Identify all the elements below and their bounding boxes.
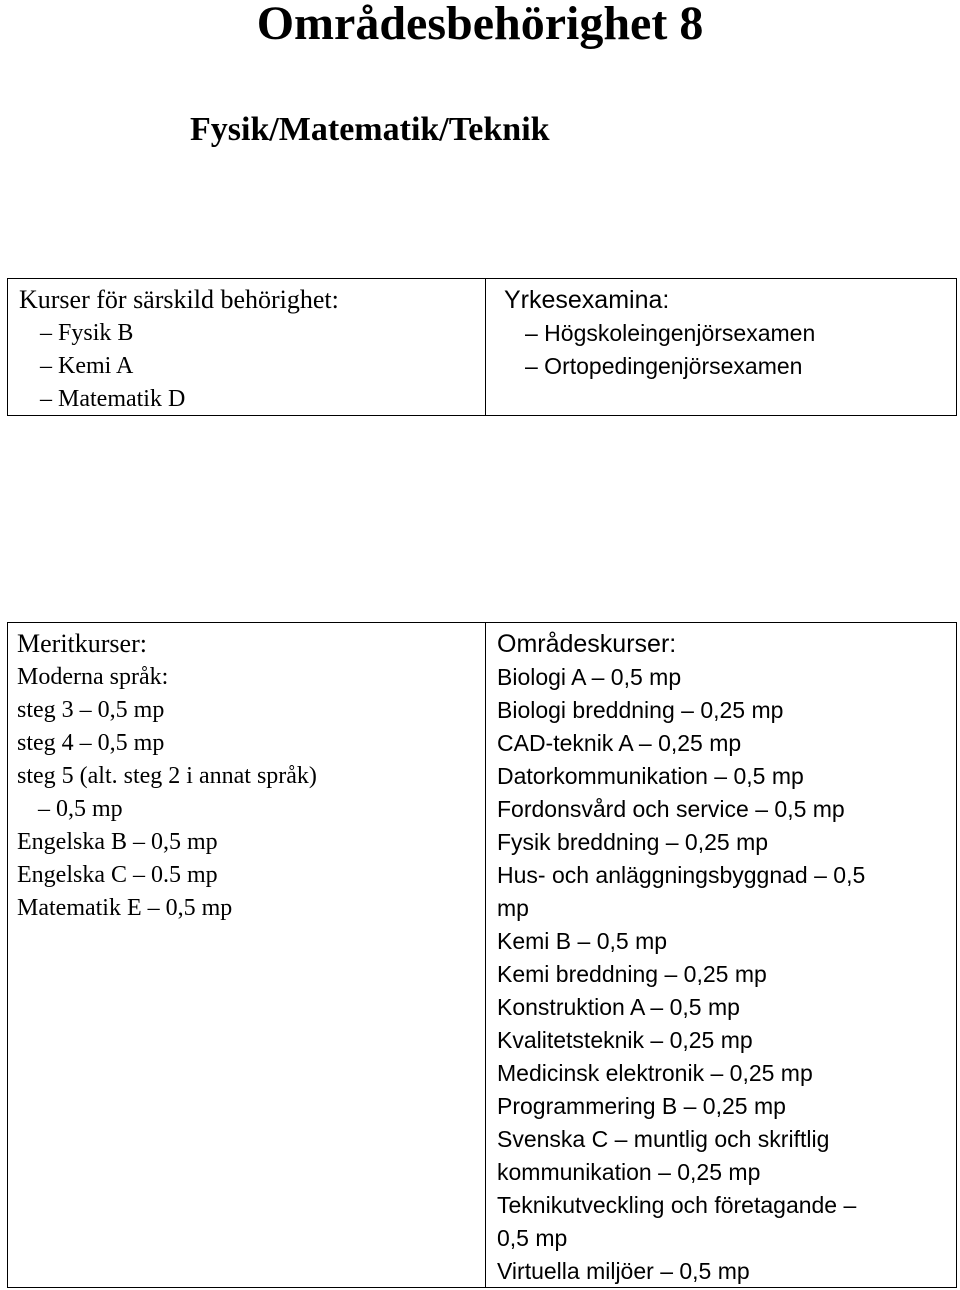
list-item: Kemi breddning – 0,25 mp <box>497 961 767 987</box>
list-item: Biologi A – 0,5 mp <box>497 664 682 690</box>
area-courses-cell <box>486 623 956 1287</box>
courses-table <box>7 622 957 1288</box>
list-item: Matematik E – 0,5 mp <box>17 895 233 921</box>
list-item: steg 5 (alt. steg 2 i annat språk) <box>17 763 317 789</box>
page-title: Områdesbehörighet 8 <box>256 0 704 50</box>
list-item: Programmering B – 0,25 mp <box>497 1093 786 1119</box>
list-item: Virtuella miljöer – 0,5 mp <box>497 1258 750 1284</box>
list-item: Datorkommunikation – 0,5 mp <box>497 763 804 789</box>
list-item: Medicinsk elektronik – 0,25 mp <box>497 1060 813 1086</box>
list-item: – Matematik D <box>40 386 186 412</box>
list-item: Fordonsvård och service – 0,5 mp <box>497 796 845 822</box>
list-item: – 0,5 mp <box>38 796 123 822</box>
list-item: Teknikutveckling och företagande – <box>497 1192 857 1218</box>
list-item: Engelska C – 0.5 mp <box>17 862 218 888</box>
list-item: Engelska B – 0,5 mp <box>17 829 218 855</box>
special-eligibility-heading: Kurser för särskild behörighet: <box>19 285 339 314</box>
list-item: Moderna språk: <box>17 664 169 690</box>
list-item: Kemi B – 0,5 mp <box>497 928 668 954</box>
list-item: Fysik breddning – 0,25 mp <box>497 829 769 855</box>
list-item: steg 3 – 0,5 mp <box>17 697 165 723</box>
page-subtitle: Fysik/Matematik/Teknik <box>190 111 550 148</box>
merit-courses-cell <box>8 623 485 1287</box>
list-item: Kvalitetsteknik – 0,25 mp <box>497 1027 753 1053</box>
list-item: CAD-teknik A – 0,25 mp <box>497 730 742 756</box>
list-item: Hus- och anläggningsbyggnad – 0,5 <box>497 862 866 888</box>
list-item: – Fysik B <box>40 320 134 346</box>
list-item: Biologi breddning – 0,25 mp <box>497 697 784 723</box>
list-item: steg 4 – 0,5 mp <box>17 730 165 756</box>
list-item: Konstruktion A – 0,5 mp <box>497 994 740 1020</box>
merit-courses-heading: Meritkurser: <box>17 629 147 658</box>
eligibility-table <box>7 278 957 416</box>
degrees-heading: Yrkesexamina: <box>504 286 670 314</box>
list-item: – Högskoleingenjörsexamen <box>525 320 816 346</box>
area-courses-heading: Områdeskurser: <box>497 630 677 658</box>
list-item: – Ortopedingenjörsexamen <box>525 353 803 379</box>
list-item: – Kemi A <box>40 353 134 379</box>
degrees-cell <box>486 279 956 415</box>
list-item: Svenska C – muntlig och skriftlig <box>497 1126 830 1152</box>
list-item: mp <box>497 895 529 921</box>
special-eligibility-cell <box>8 279 485 415</box>
list-item: 0,5 mp <box>497 1225 568 1251</box>
list-item: kommunikation – 0,25 mp <box>497 1159 761 1185</box>
